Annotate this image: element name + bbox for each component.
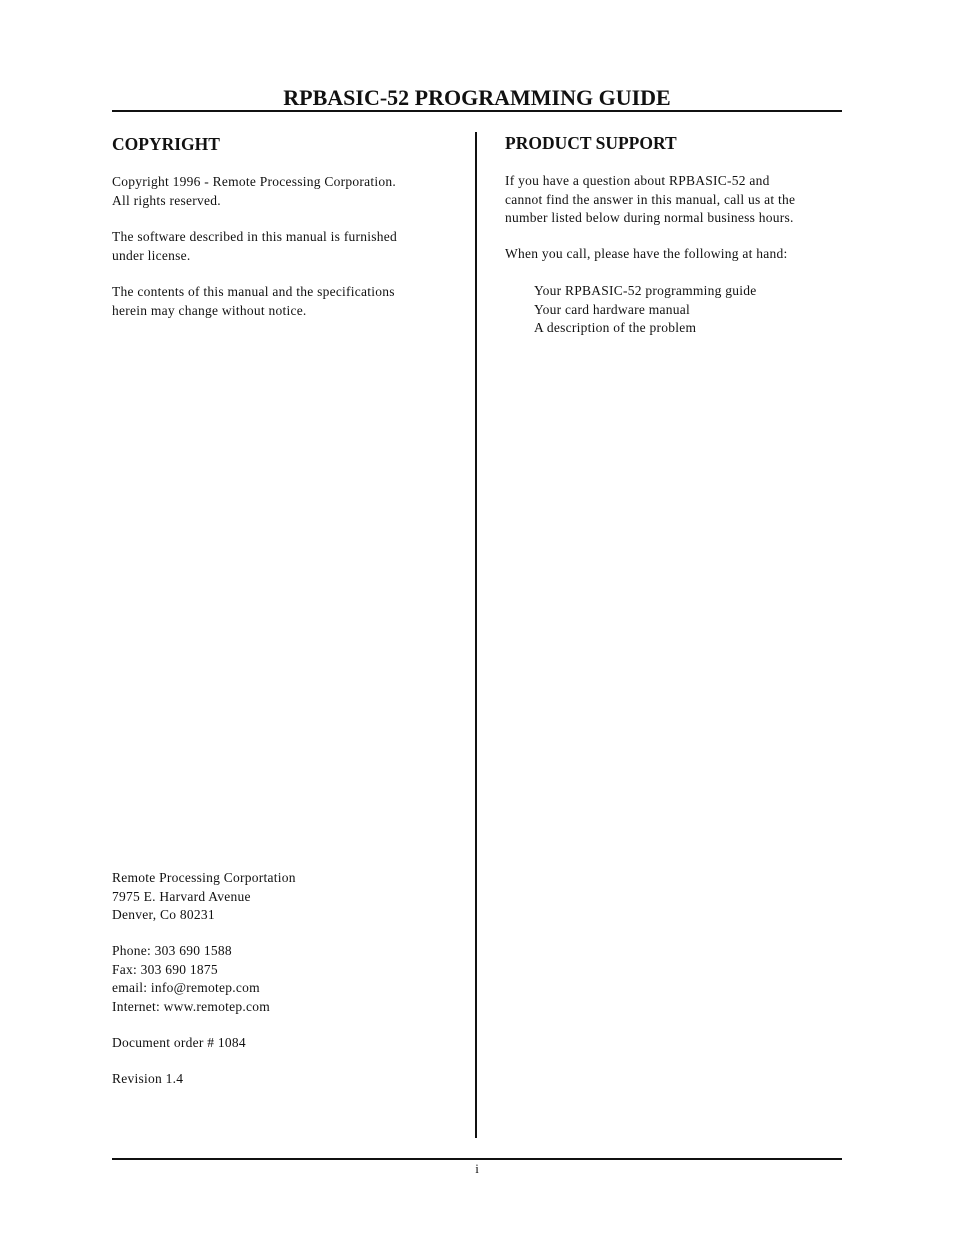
document-order-text: Document order # 1084 — [112, 1035, 246, 1050]
text-line: When you call, please have the following at hand: — [505, 246, 788, 261]
revision — [112, 1070, 183, 1089]
title-rule — [112, 110, 842, 112]
call-note — [505, 245, 788, 264]
revision-text: Revision 1.4 — [112, 1071, 184, 1086]
company-contact — [112, 942, 270, 1016]
page-number: i — [475, 1161, 479, 1176]
footer-rule — [112, 1158, 842, 1160]
text-line: The software described in this manual is furnished — [112, 229, 398, 244]
text-line: Copyright 1996 - Remote Processing Corporation. — [112, 174, 396, 189]
text-line: cannot find the answer in this manual, call us at the — [505, 191, 796, 207]
copyright-paragraph-2 — [112, 228, 397, 265]
text-line: number listed below during normal business hours. — [505, 210, 794, 225]
company-address — [112, 869, 296, 925]
text-line: If you have a question about RPBASIC-52 and — [505, 173, 770, 188]
product-support-heading: PRODUCT SUPPORT — [505, 133, 677, 153]
email-address: email: info@remotep.com — [112, 980, 260, 995]
street-address: 7975 E. Harvard Avenue — [112, 888, 251, 904]
column-divider — [475, 132, 477, 1138]
text-line: All rights reserved. — [112, 192, 221, 208]
support-intro — [505, 172, 795, 228]
text-line: herein may change without notice. — [112, 302, 307, 318]
text-line: The contents of this manual and the specifications — [112, 284, 395, 299]
document-order — [112, 1034, 246, 1053]
document-title: RPBASIC-52 PROGRAMMING GUIDE — [283, 85, 671, 110]
phone-number: Phone: 303 690 1588 — [112, 943, 232, 958]
text-line: under license. — [112, 247, 191, 263]
fax-number: Fax: 303 690 1875 — [112, 961, 218, 977]
company-name: Remote Processing Corportation — [112, 870, 296, 885]
city-state-zip: Denver, Co 80231 — [112, 907, 215, 922]
support-checklist — [505, 282, 757, 338]
list-item: Your card hardware manual — [534, 301, 690, 317]
website: Internet: www.remotep.com — [112, 998, 270, 1014]
list-item: Your RPBASIC-52 programming guide — [534, 283, 757, 298]
copyright-paragraph-3 — [112, 283, 395, 320]
copyright-heading: COPYRIGHT — [112, 134, 220, 154]
list-item: A description of the problem — [534, 320, 697, 335]
copyright-paragraph-1 — [112, 173, 396, 210]
